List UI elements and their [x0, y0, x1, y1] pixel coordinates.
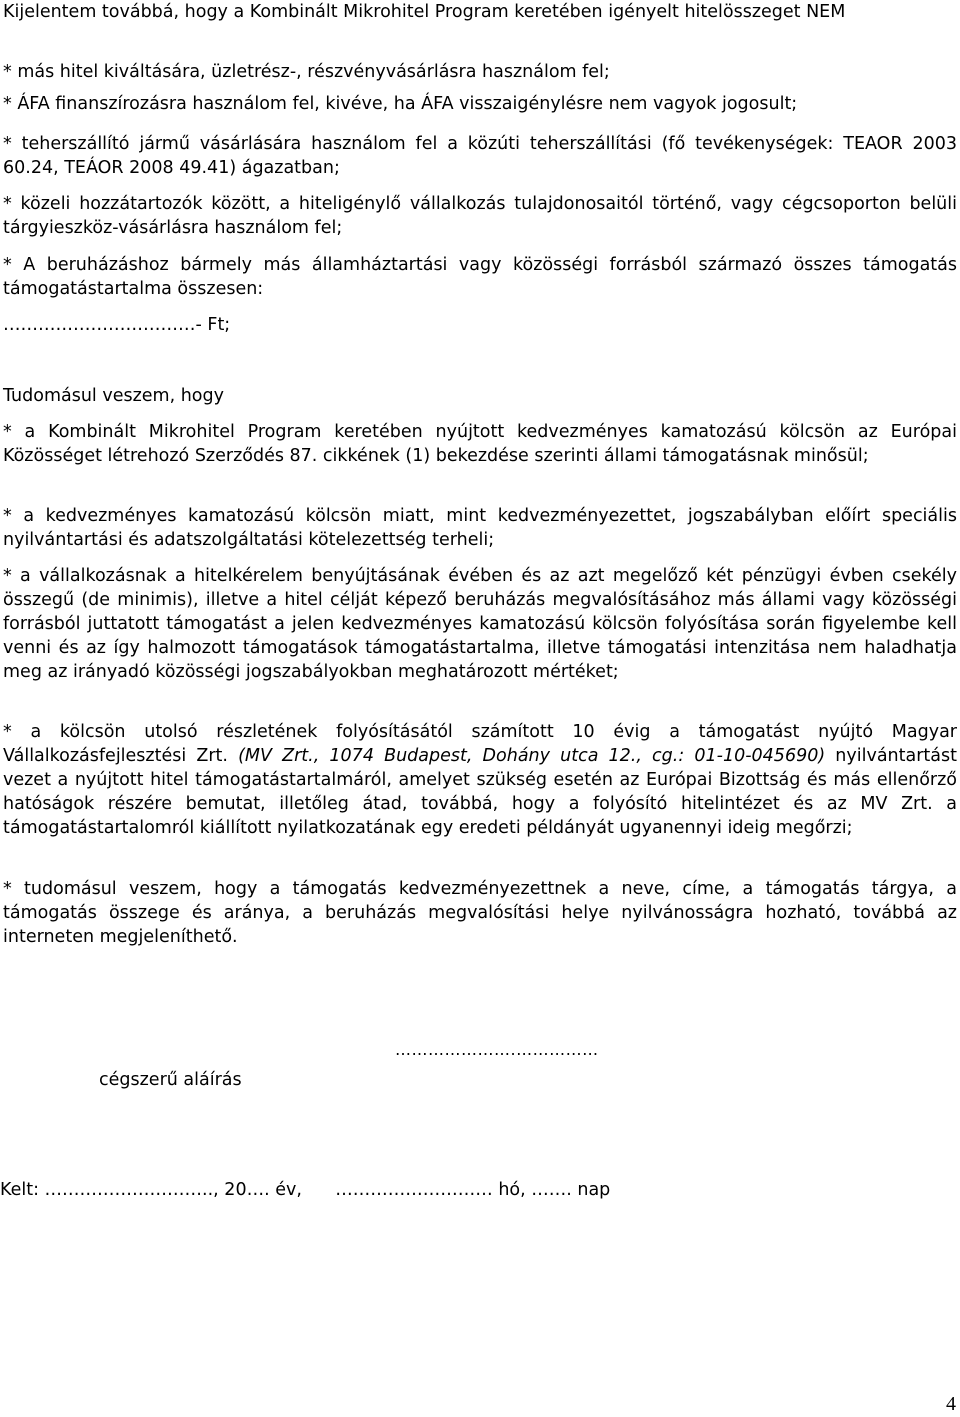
- acknowledgement-heading: Tudomásul veszem, hogy: [3, 386, 224, 406]
- acknowledgement-item-1: * a Kombinált Mikrohitel Program keretében nyújtott kedvezményes kamatozású kölcsön az Európai Közösséget létrehozó Szerződés 87. cikkének (1) bekezdése szerinti állami támogatásnak minősül;: [3, 422, 957, 466]
- item4-text-a: * a kölcsön utolsó részletének folyósításától számított 10 évig a támogatást nyújtó Magyar Vállalkozásfejlesztési Zrt.: [3, 722, 957, 766]
- page-number: 4: [946, 1393, 956, 1415]
- acknowledgement-item-5: * tudomásul veszem, hogy a támogatás kedvezményezettnek a neve, címe, a támogatás tárgya, a támogatás összege és aránya, a beruházás megvalósítási helye nyilvánosságra hozható, továbbá az interneten megjeleníthető.: [3, 879, 957, 947]
- declaration-intro: Kijelentem továbbá, hogy a Kombinált Mikrohitel Program keretében igényelt hitelösszeget NEM: [3, 2, 846, 22]
- acknowledgement-item-2: * a kedvezményes kamatozású kölcsön miatt, mint kedvezményezettet, jogszabályban előírt speciális nyilvántartási és adatszolgáltatási kötelezettség terheli;: [3, 506, 957, 550]
- declaration-item-5: * A beruházáshoz bármely más államháztartási vagy közösségi forrásból származó összes támogatás támogatástartalma összesen:: [3, 255, 957, 299]
- mv-zrt-details: (MV Zrt., 1074 Budapest, Dohány utca 12., cg.: 01-10-045690): [238, 746, 826, 766]
- acknowledgement-item-3: * a vállalkozásnak a hitelkérelem benyújtásának évében és az azt megelőző két pénzügyi évben csekély összegű (de minimis), illetve a hitel célját képező beruházás megvalósításához más állami vagy közösségi forrásból juttatott támogatást a jelen kedvezményes kamatozású kölcsön folyósítása során figyelembe kell venni és az így halmozott támogatások támogatástartalma, illetve támogatási intenzitása nem haladhatja meg az irányadó közösségi jogszabályokban meghatározott mértéket;: [3, 566, 957, 682]
- signature-line: ………………….……………: [395, 1040, 599, 1059]
- declaration-item-1: * más hitel kiváltására, üzletrész-, részvényvásárlásra használom fel;: [3, 62, 610, 82]
- declaration-item-3: * teherszállító jármű vásárlására használom fel a közúti teherszállítási (fő tevékenységek: TEAOR 2003 60.24, TEÁOR 2008 49.41) ágazatban;: [3, 134, 957, 178]
- amount-line: ……………………………- Ft;: [3, 315, 231, 335]
- date-line: Kelt: ……………………….., 20…. év, ……………………… hó, ……. nap: [0, 1180, 611, 1200]
- item4-text-b: nyilvántartást vezet a nyújtott hitel támogatástartalmáról, amelyet szükség esetén az Európai Bizottság és más ellenőrző hatóságok részére bemutat, illetőleg átad, továbbá, hogy a folyósító hitelintézet és az MV Zrt. a támogatástartalomról kiállított nyilatkozatának egy eredeti példányát ugyanennyi ideig megőrzi;: [3, 746, 957, 838]
- declaration-item-2: * ÁFA finanszírozásra használom fel, kivéve, ha ÁFA visszaigénylésre nem vagyok jogosult;: [3, 94, 798, 114]
- acknowledgement-item-4: [3, 720, 957, 840]
- signature-label: cégszerű aláírás: [99, 1070, 242, 1090]
- declaration-item-4: * közeli hozzátartozók között, a hiteligénylő vállalkozás tulajdonosaitól történő, vagy cégcsoporton belüli tárgyieszköz-vásárlásra használom fel;: [3, 194, 957, 238]
